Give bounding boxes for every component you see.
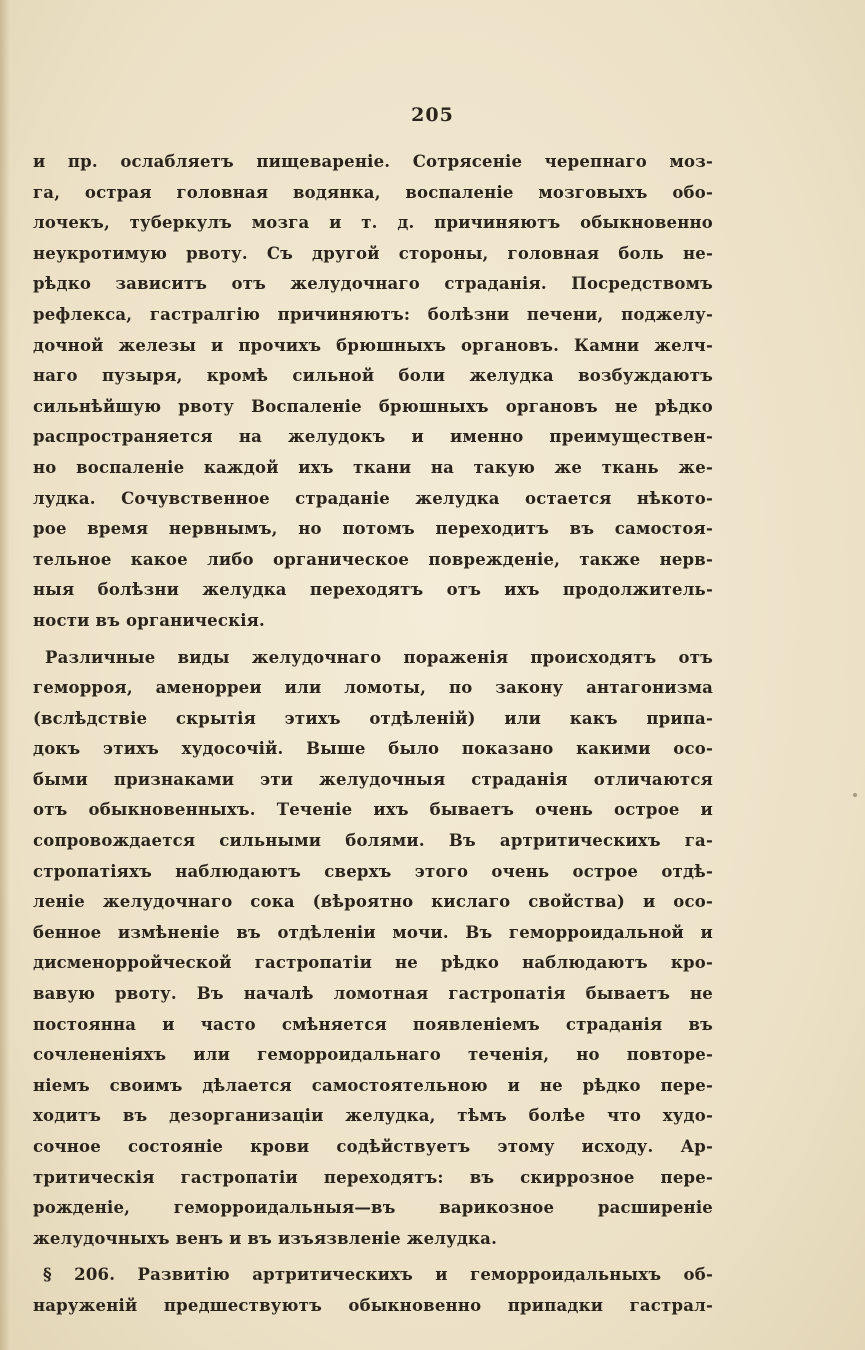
- text-line: и пр. ослабляетъ пищевареніе. Сотрясеніе черепнаго моз-: [33, 152, 713, 171]
- text-line: дочной железы и прочихъ брюшныхъ органовъ. Камни желч-: [33, 335, 713, 355]
- page-blemish: [853, 793, 857, 797]
- text-line: желудочныхъ венъ и въ изъязвленіе желудка.: [33, 1228, 498, 1248]
- text-line: § 206. Развитію артритическихъ и геморроидальныхъ об-: [43, 1265, 713, 1285]
- text-line: ніемъ своимъ дѣлается самостоятельною и не рѣдко пере-: [33, 1075, 713, 1095]
- page-number: 205: [411, 104, 454, 126]
- text-line: отъ обыкновенныхъ. Теченіе ихъ бываетъ очень острое и: [33, 800, 713, 820]
- text-line: Различные виды желудочнаго пораженія происходятъ отъ: [45, 647, 713, 667]
- text-line: сопровождается сильными болями. Въ артритическихъ га-: [33, 831, 713, 851]
- paragraph: [33, 1260, 713, 1321]
- text-line: рефлекса, гастралгію причиняютъ: болѣзни печени, поджелу-: [33, 304, 713, 324]
- text-line: докъ этихъ худосочій. Выше было показано какими осо-: [33, 739, 713, 759]
- text-line: геморроя, аменорреи или ломоты, по закону антагонизма: [33, 678, 713, 698]
- text-line: неукротимую рвоту. Съ другой стороны, головная боль не-: [33, 243, 713, 263]
- text-line: дисменорройческой гастропатіи не рѣдко наблюдаютъ кро-: [33, 953, 713, 973]
- text-line: га, острая головная водянка, воспаленіе мозговыхъ обо-: [33, 182, 713, 202]
- text-line: вавую рвоту. Въ началѣ ломотная гастропатія бываетъ не: [33, 984, 713, 1004]
- text-line: лочекъ, туберкулъ мозга и т. д. причиняютъ обыкновенно: [33, 213, 713, 233]
- text-line: сильнѣйшую рвоту Воспаленіе брюшныхъ органовъ не рѣдко: [33, 396, 713, 416]
- text-line: бенное измѣненіе въ отдѣленіи мочи. Въ геморроидальной и: [33, 922, 713, 942]
- paragraph: [33, 147, 713, 637]
- text-line: леніе желудочнаго сока (вѣроятно кислаго свойства) и осо-: [33, 892, 713, 912]
- page-binding-shadow: [0, 0, 10, 1350]
- text-line: сочное состояніе крови содѣйствуетъ этому исходу. Ар-: [33, 1137, 713, 1156]
- text-line: сочлененіяхъ или геморроидальнаго теченія, но повторе-: [33, 1045, 713, 1065]
- text-line: тритическія гастропатіи переходятъ: въ скиррозное пере-: [33, 1167, 713, 1187]
- text-line: наруженій предшествуютъ обыкновенно припадки гастрал-: [33, 1295, 713, 1315]
- text-line: ности въ органическія.: [33, 610, 266, 630]
- text-line: рожденіе, геморроидальныя—въ варикозное расширеніе: [33, 1198, 713, 1218]
- text-line: ныя болѣзни желудка переходятъ отъ ихъ продолжитель-: [33, 580, 713, 600]
- text-line: тельное какое либо органическое поврежденіе, также нерв-: [33, 549, 713, 569]
- text-line: распространяется на желудокъ и именно преимуществен-: [33, 427, 713, 447]
- text-line: стропатіяхъ наблюдаютъ сверхъ этого очень острое отдѣ-: [33, 861, 713, 881]
- text-line: ходитъ въ дезорганизаціи желудка, тѣмъ болѣе что худо-: [33, 1106, 713, 1126]
- paragraph: [33, 643, 713, 1255]
- text-line: рѣдко зависитъ отъ желудочнаго страданія. Посредствомъ: [33, 274, 713, 294]
- text-line: но воспаленіе каждой ихъ ткани на такую же ткань же-: [33, 457, 713, 477]
- text-line: быми признаками эти желудочныя страданія отличаются: [33, 769, 713, 789]
- text-line: наго пузыря, кромѣ сильной боли желудка возбуждаютъ: [33, 366, 713, 386]
- text-line: рое время нервнымъ, но потомъ переходитъ въ самостоя-: [33, 519, 713, 539]
- body-text: [33, 147, 713, 1322]
- text-line: (вслѣдствіе скрытія этихъ отдѣленій) или какъ припа-: [33, 708, 713, 728]
- text-line: лудка. Сочувственное страданіе желудка остается нѣкото-: [33, 488, 713, 508]
- text-line: постоянна и часто смѣняется появленіемъ страданія въ: [33, 1014, 713, 1034]
